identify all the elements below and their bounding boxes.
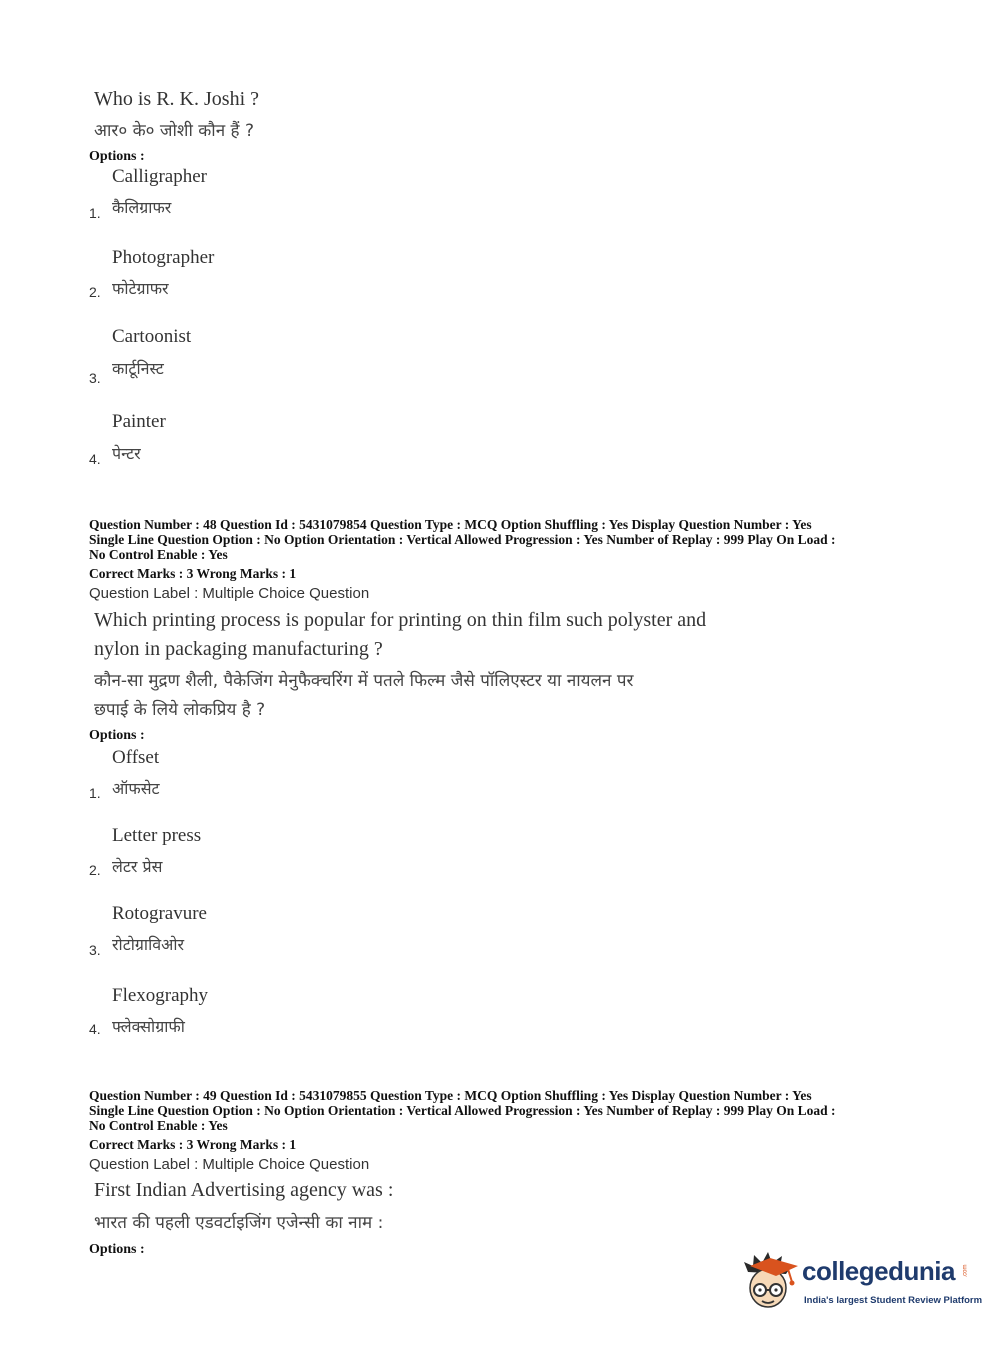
logo-wordmark: collegedunia [802,1256,955,1286]
question-text-en: Which printing process is popular for printing on thin film such polyster and [94,609,707,631]
question-text-en: nylon in packaging manufacturing ? [94,638,383,660]
option-number: 3. [89,370,101,386]
option-text-en: Painter [112,411,166,432]
option-number: 2. [89,284,101,300]
option-number: 4. [89,451,101,467]
option-text-en: Offset [112,747,160,768]
meta-line: No Control Enable : Yes [89,547,228,562]
question-text-hi: भारत की पहली एडवर्टाइजिंग एजेन्सी का नाम : [94,1213,384,1233]
question-text-hi: आर० के० जोशी कौन हैं ? [94,121,255,141]
question-meta [89,517,919,562]
option-text-en: Letter press [112,825,202,846]
option-text-hi: लेटर प्रेस [112,857,163,876]
meta-line: Single Line Question Option : No Option Orientation : Vertical Allowed Progression : Yes Number of Replay : 999 Play On Load : [89,1103,836,1118]
option-text-hi: कार्टूनिस्ट [112,359,164,378]
options-label: Options : [89,149,145,164]
option-text-en: Flexography [112,985,209,1006]
meta-line: Question Number : 49 Question Id : 5431079855 Question Type : MCQ Option Shuffling : Yes Display Question Number : Yes [89,1088,812,1103]
question-label: Question Label : Multiple Choice Question [89,585,370,602]
question-label: Question Label : Multiple Choice Question [89,1156,370,1173]
option-text-hi: ऑफसेट [112,779,160,798]
option-text-hi: फोटेग्राफर [112,279,169,298]
options-label: Options : [89,728,145,743]
meta-line: Single Line Question Option : No Option Orientation : Vertical Allowed Progression : Yes Number of Replay : 999 Play On Load : [89,532,836,547]
option-number: 4. [89,1021,101,1037]
question-text-en: First Indian Advertising agency was : [94,1179,394,1201]
question-text-hi: कौन-सा मुद्रण शैली, पैकेजिंग मेनुफैक्चरिंग में पतले फिल्म जैसे पॉलिएस्टर या नायलन पर [94,671,634,691]
option-text-en: Cartoonist [112,326,192,347]
option-number: 1. [89,205,101,221]
option-text-en: Rotogravure [112,903,207,924]
logo-dotcom: .com [962,1264,969,1278]
marks-line: Correct Marks : 3 Wrong Marks : 1 [89,566,297,581]
option-text-hi: फ्लेक्सोग्राफी [112,1017,185,1036]
collegedunia-logo [740,1250,983,1314]
meta-line: Question Number : 48 Question Id : 5431079854 Question Type : MCQ Option Shuffling : Yes Display Question Number : Yes [89,517,812,532]
logo-tagline: India's largest Student Review Platform [804,1295,983,1306]
option-number: 3. [89,942,101,958]
options-label: Options : [89,1242,145,1257]
option-text-en: Calligrapher [112,166,207,187]
question-text-en: Who is R. K. Joshi ? [94,88,259,110]
question-meta [89,1088,919,1133]
meta-line: No Control Enable : Yes [89,1118,228,1133]
student-mascot-icon [740,1250,802,1314]
option-text-hi: कैलिग्राफर [112,198,172,217]
option-number: 2. [89,862,101,878]
option-text-hi: पेन्टर [112,444,141,463]
question-text-hi: छपाई के लिये लोकप्रिय है ? [94,700,266,720]
option-text-en: Photographer [112,247,215,268]
option-text-hi: रोटोग्राविओर [112,935,185,954]
marks-line: Correct Marks : 3 Wrong Marks : 1 [89,1137,297,1152]
option-number: 1. [89,785,101,801]
